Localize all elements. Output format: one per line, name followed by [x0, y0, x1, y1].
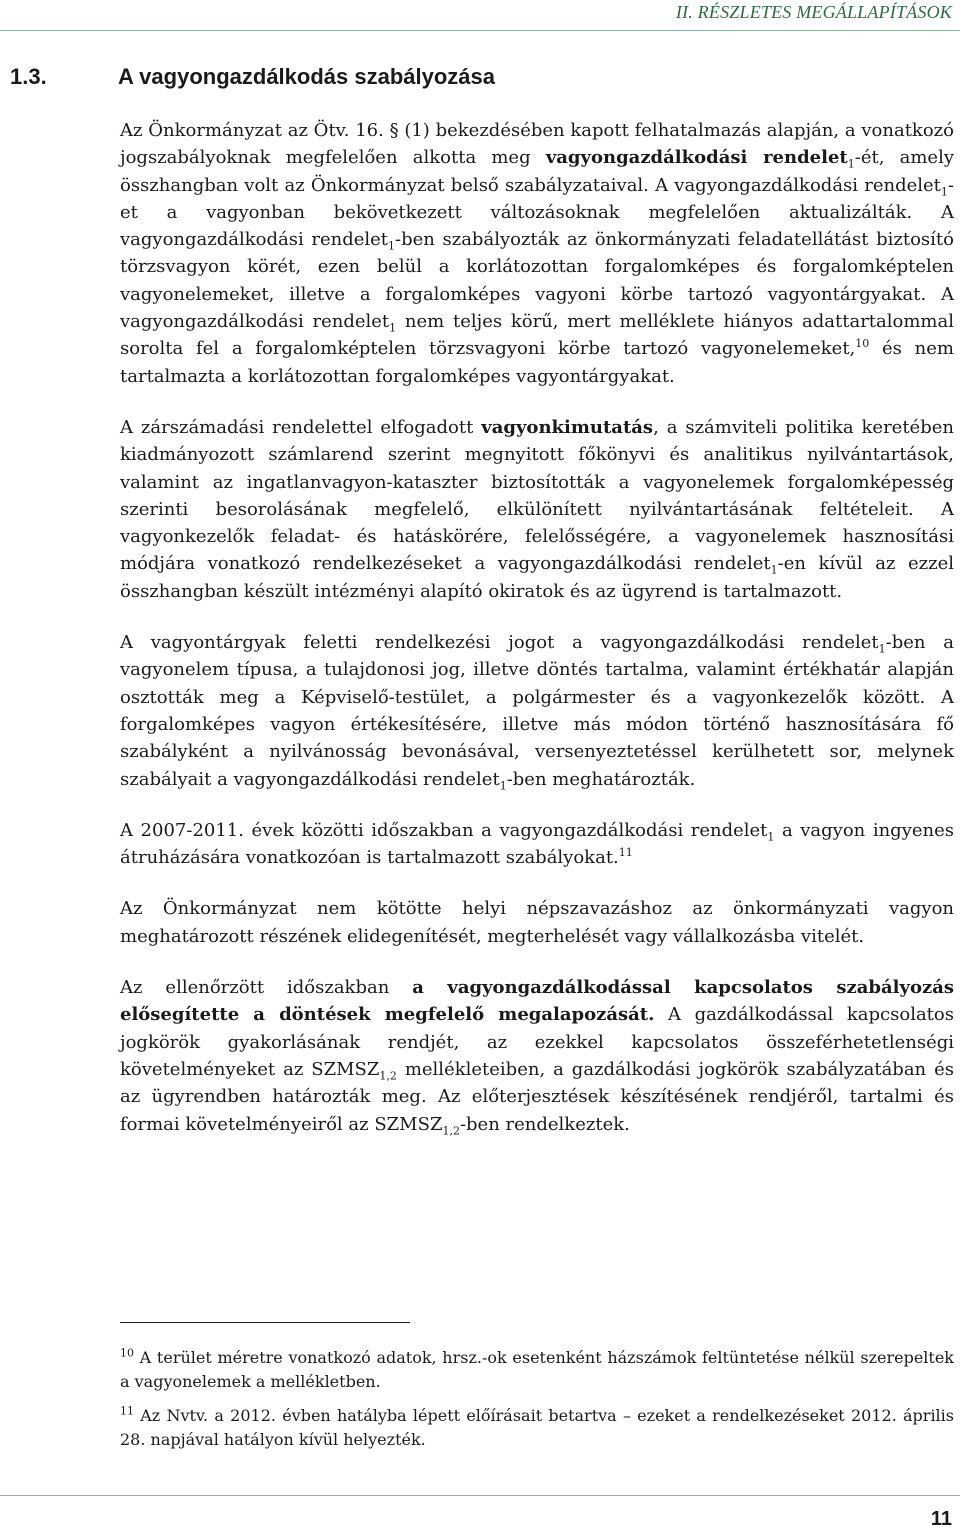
text-run: Az Önkormányzat nem kötötte helyi népszavazáshoz az önkormányzati vagyon meghatározott részének elidegenítését, megterhelését vagy vállalkozásba vitelét. — [120, 898, 954, 947]
subscript: 1 — [878, 642, 886, 656]
footnote-text: A terület méretre vonatkozó adatok, hrsz.-ok esetenként házszámok feltüntetése nélkül szerepeltek a vagyonelemek a mellékletben. — [120, 1348, 954, 1391]
footnote-10 — [120, 1346, 954, 1394]
footnote-text: Az Nvtv. a 2012. évben hatályba lépett előírásait betartva – ezeket a rendelkezéseket 2012. április 28. napjával hatályon kívül helyezték. — [120, 1406, 954, 1449]
footnote-ref-10[interactable]: 10 — [855, 337, 870, 351]
footnote-number: 10 — [120, 1346, 134, 1360]
text-run: Az ellenőrzött időszakban — [120, 977, 413, 999]
paragraph-5 — [120, 895, 954, 950]
subscript: 1 — [770, 564, 778, 578]
paragraph-3 — [120, 629, 954, 793]
section-heading — [10, 64, 495, 90]
text-run: -ben meghatározták. — [506, 768, 696, 790]
text-run: -ben szabályozták az önkormányzati feladatellátást biztosító törzsvagyon körét, ezen belül a korlátozottan forgalomképes és forgalomképtelen vagyonelemeket, illetve a forgalomképes vagyoni körbe tartozó vagyontárgyakat. A vagyongazdálkodási rendelet — [120, 229, 954, 333]
text-run: -ben a vagyonelem típusa, a tulajdonosi jog, illetve döntés tartalma, valamint értékhatár alapján osztották meg a Képviselő-testület, a polgármester és a vagyonkezelők között. A forgalomképes vagyon értékesítésére, illetve más módon történő hasznosítására fő szabályként a nyilvánosság bevonásával, versenyeztetéssel kerülhetett sor, melynek szabályait a vagyongazdálkodási rendelet — [120, 632, 954, 790]
header-rule — [0, 30, 960, 31]
page-number: 11 — [930, 1508, 952, 1530]
subscript: 1 — [847, 157, 855, 171]
subscript: 1 — [767, 830, 775, 844]
footnote-11 — [120, 1404, 954, 1452]
bold-run: a vagyongazdálkodással kapcsolatos szabályozás elősegítette a döntések megfelelő megalapozását. — [120, 977, 954, 1026]
footnote-separator — [120, 1322, 410, 1323]
text-run: , a számviteli politika keretében kiadmányozott számlarend szerint megnyitott főkönyvi és analitikus nyilvántartások, valamint az ingatlanvagyon-kataszter biztosították a vagyonelemek forgalomképesség szerinti besorolásának megfelelő, elkülönített nyilvántartásának feltételeit. A vagyonkezelők feladat- és hatáskörére, felelősségére, a vagyonelemek hasznosítási módjára vonatkozó rendelkezéseket a vagyongazdálkodási rendelet — [120, 416, 954, 575]
running-header: II. RÉSZLETES MEGÁLLAPÍTÁSOK — [675, 2, 952, 22]
paragraph-2 — [120, 414, 954, 605]
subscript: 1,2 — [379, 1069, 397, 1083]
footnotes — [120, 1346, 954, 1462]
subscript: 1 — [389, 321, 397, 335]
paragraph-6 — [120, 974, 954, 1138]
bold-run: vagyonkimutatás — [481, 416, 654, 438]
text-run: nem teljes körű, mert melléklete hiányos adattartalommal sorolta fel a forgalomképtelen törzsvagyoni körbe tartozó vagyonelemeket, — [120, 311, 954, 360]
text-run: A gazdálkodással kapcsolatos jogkörök gyakorlásának rendjét, az ezekkel kapcsolatos összeférhetetlenségi követelményeket az SZMSZ — [120, 1004, 954, 1080]
text-run: a vagyon ingyenes átruházására vonatkozóan is tartalmazott szabályokat. — [120, 819, 954, 869]
body-text — [120, 117, 954, 1162]
paragraph-4 — [120, 817, 954, 872]
text-run: A vagyontárgyak feletti rendelkezési jogot a vagyongazdálkodási rendelet — [120, 632, 879, 654]
text-run: és nem tartalmazta a korlátozottan forgalomképes vagyontárgyakat. — [120, 338, 954, 387]
text-run: Az Önkormányzat az Ötv. 16. § (1) bekezdésében kapott felhatalmazás alapján, a vonatkozó jogszabályoknak megfelelően alkotta meg — [120, 120, 954, 169]
section-number: 1.3. — [10, 64, 47, 89]
text-run: -ben rendelkeztek. — [459, 1113, 630, 1135]
footer-rule — [0, 1495, 960, 1496]
subscript: 1 — [499, 779, 507, 793]
text-run: -ét, amely összhangban volt az Önkormányzat belső szabályzataival. A vagyongazdálkodási rendelet — [120, 147, 954, 196]
footnote-number: 11 — [120, 1404, 134, 1418]
text-run: mellékleteiben, a gazdálkodási jogkörök szabályzatában és az ügyrendben határozták meg. Az előterjesztések készítésének rendjéről, tartalmi és formai követelményeiről az SZMSZ — [120, 1058, 954, 1135]
text-run: A zárszámadási rendelettel elfogadott — [120, 416, 482, 438]
subscript: 1 — [940, 185, 948, 199]
text-run: -et a vagyonban bekövetkezett változásoknak megfelelően aktualizálták. A vagyongazdálkodási rendelet — [120, 174, 954, 251]
bold-run: vagyongazdálkodási rendelet — [545, 147, 848, 169]
subscript: 1,2 — [442, 1124, 460, 1138]
subscript: 1 — [388, 239, 396, 253]
footnote-ref-11[interactable]: 11 — [618, 846, 633, 860]
paragraph-1 — [120, 117, 954, 390]
text-run: -en kívül az ezzel összhangban készült intézményi alapító okiratok és az ügyrend is tartalmazott. — [120, 553, 954, 602]
text-run: A 2007-2011. évek közötti időszakban a vagyongazdálkodási rendelet — [120, 819, 768, 841]
section-title: A vagyongazdálkodás szabályozása — [118, 64, 495, 89]
